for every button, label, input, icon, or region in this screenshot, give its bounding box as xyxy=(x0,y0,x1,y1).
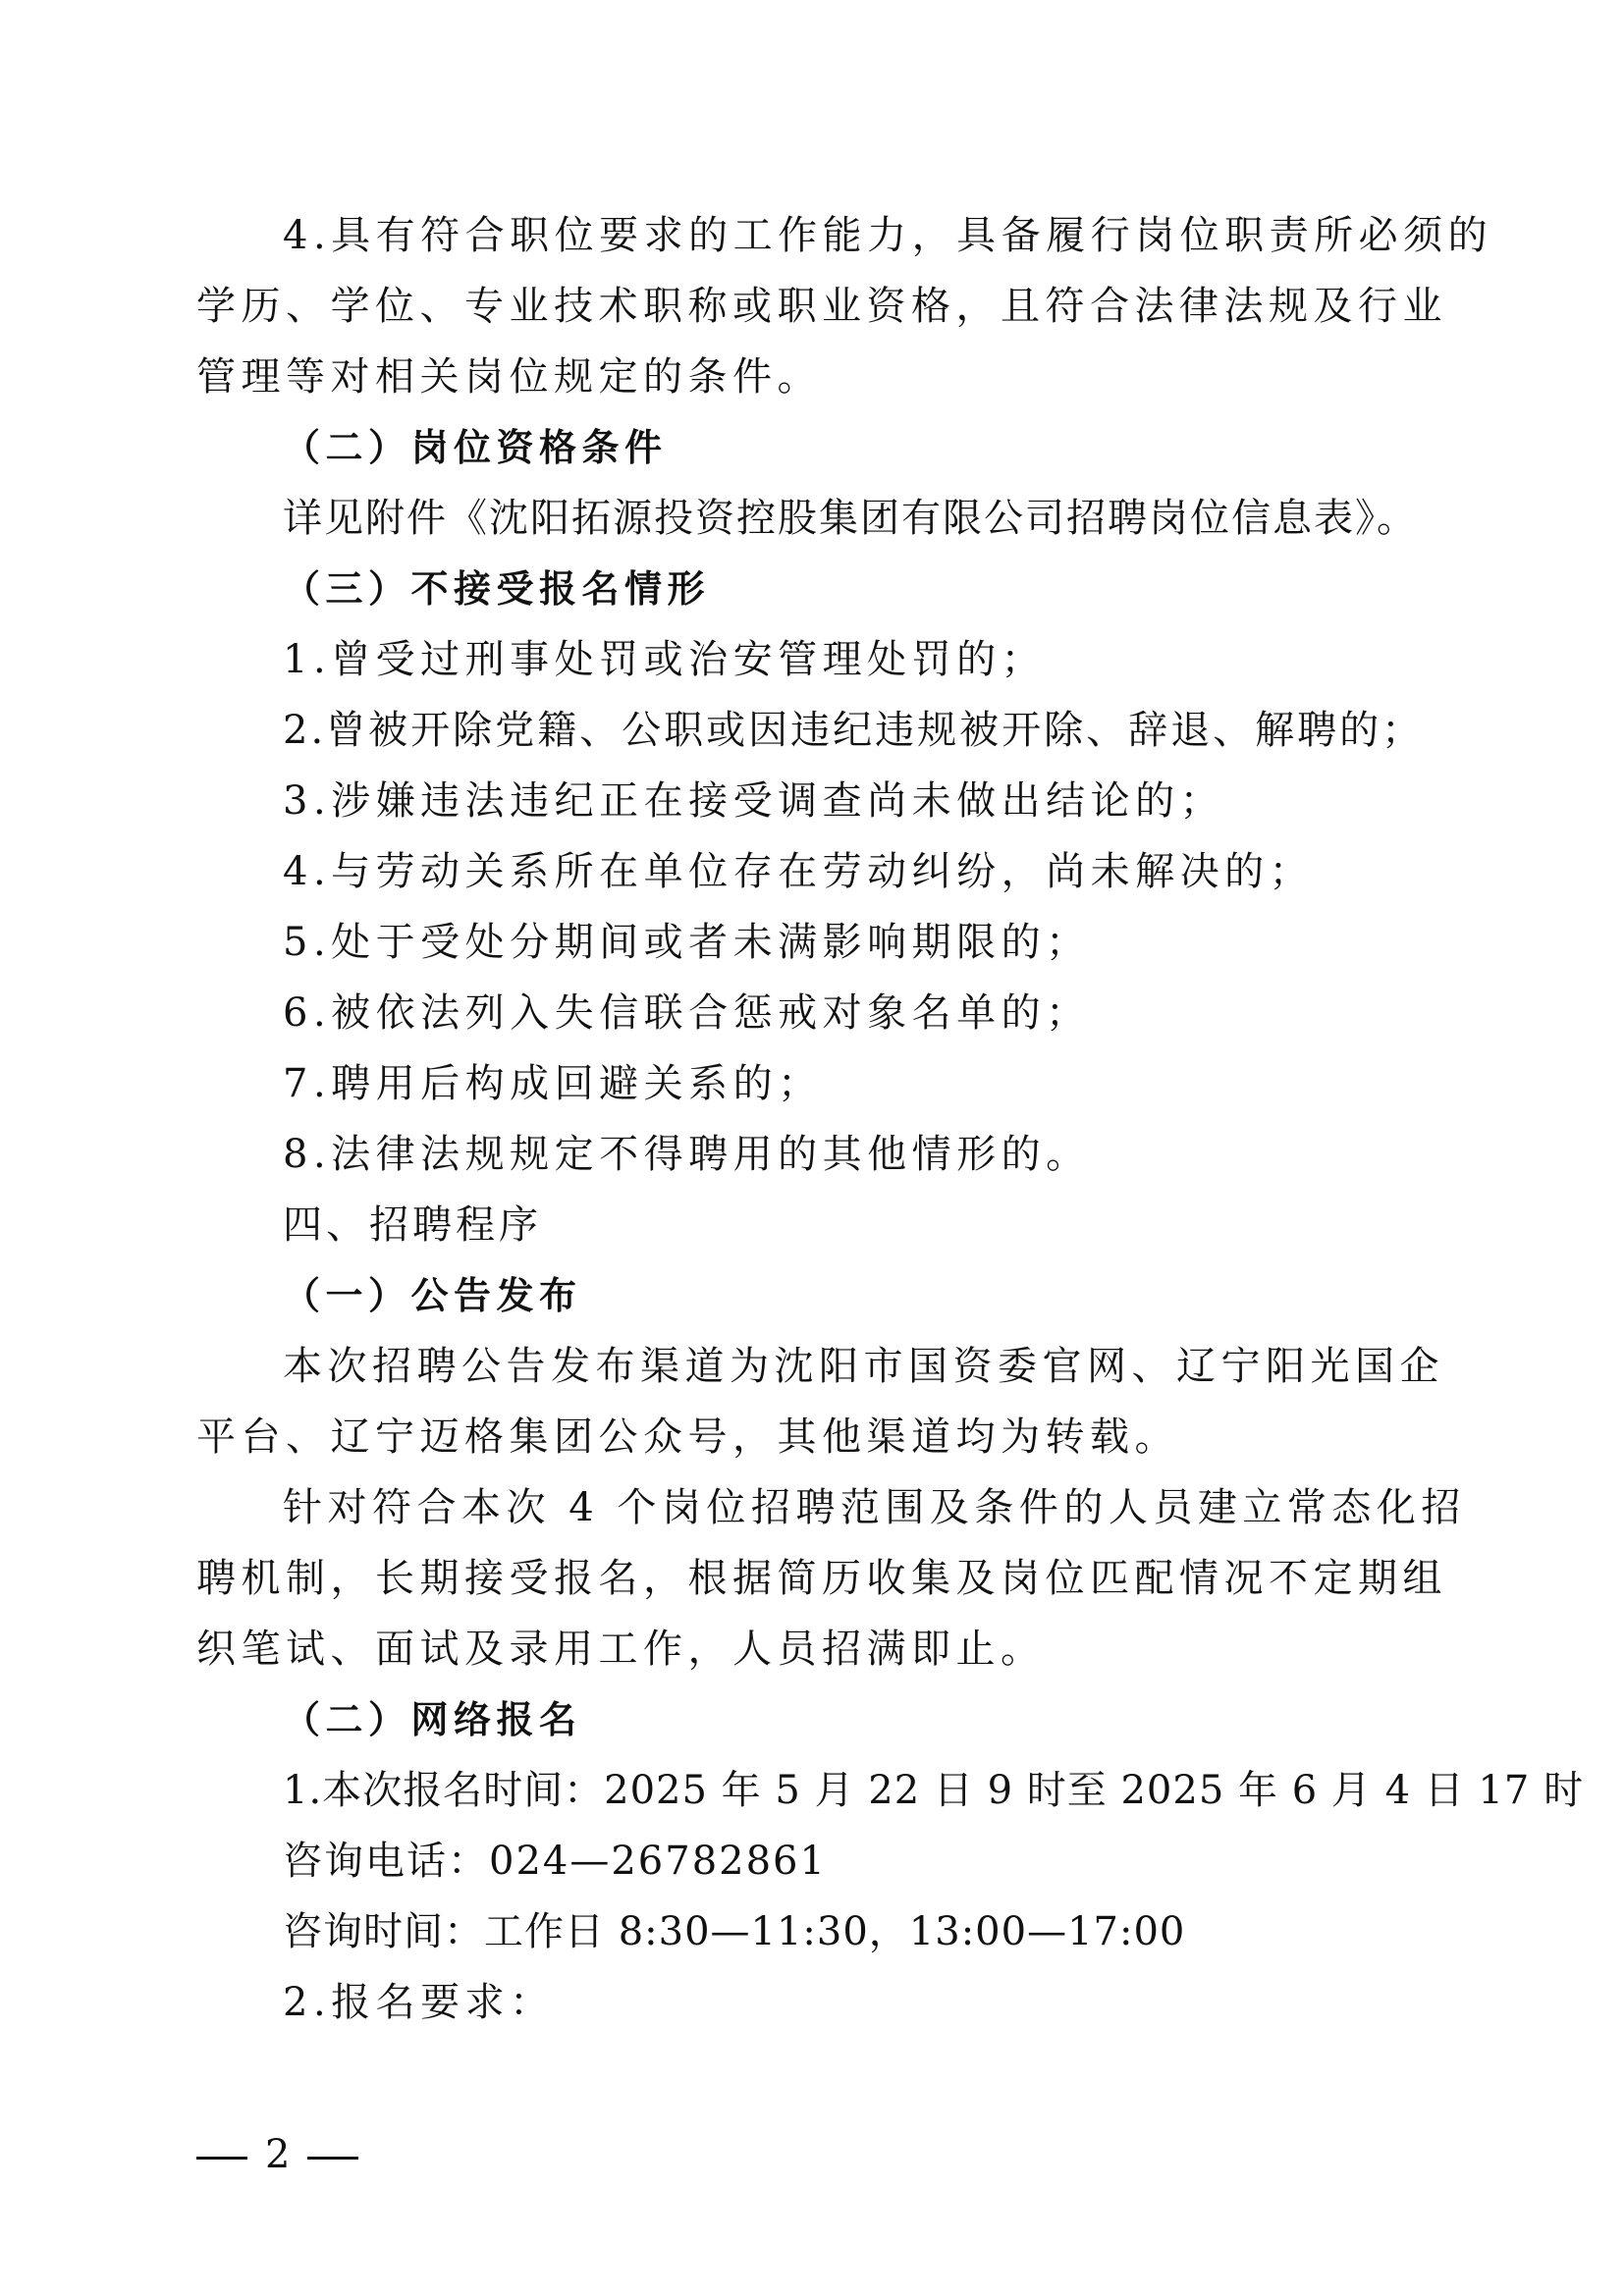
paragraph-line: 聘机制，长期接受报名，根据简历收集及岗位匹配情况不定期组 xyxy=(196,1556,1447,1601)
list-item: 2.曾被开除党籍、公职或因违纪违规被开除、辞退、解聘的； xyxy=(283,708,1425,753)
section-heading: （一）公告发布 xyxy=(283,1274,582,1317)
contact-phone: 咨询电话：024—26782861 xyxy=(283,1839,827,1884)
section-heading: （二）岗位资格条件 xyxy=(283,426,668,469)
paragraph-line: 针对符合本次 4 个岗位招聘范围及条件的人员建立常态化招 xyxy=(283,1485,1466,1530)
paragraph-line: 4.具有符合职位要求的工作能力，具备履行岗位职责所必须的 xyxy=(283,213,1493,258)
paragraph-line: 织笔试、面试及录用工作，人员招满即止。 xyxy=(196,1627,1046,1672)
dash-right xyxy=(307,2157,358,2160)
list-item: 4.与劳动关系所在单位存在劳动纠纷，尚未解决的； xyxy=(283,849,1315,894)
list-item: 5.处于受处分期间或者未满影响期限的； xyxy=(283,920,1091,965)
registration-time: 1.本次报名时间：2025 年 5 月 22 日 9 时至 2025 年 6 月 4 日 17 时 xyxy=(283,1768,1585,1813)
section-heading: （三）不接受报名情形 xyxy=(283,567,711,611)
page-number xyxy=(196,2125,358,2184)
section-heading: （二）网络报名 xyxy=(283,1698,582,1741)
list-item: 6.被依法列入失信联合惩戒对象名单的； xyxy=(283,990,1091,1036)
list-item: 3.涉嫌违法违纪正在接受调查尚未做出结论的； xyxy=(283,778,1225,824)
page-number-value: 2 xyxy=(265,2132,291,2177)
list-item: 7.聘用后构成回避关系的； xyxy=(283,1061,823,1106)
paragraph-line: 平台、辽宁迈格集团公众号，其他渠道均为转载。 xyxy=(196,1415,1179,1460)
dash-left xyxy=(196,2157,247,2160)
chapter-heading: 四、招聘程序 xyxy=(283,1202,542,1248)
paragraph-line: 管理等对相关岗位规定的条件。 xyxy=(196,354,822,400)
contact-hours: 咨询时间：工作日 8:30—11:30，13:00—17:00 xyxy=(283,1909,1186,1954)
paragraph-line: 详见附件《沈阳拓源投资控股集团有限公司招聘岗位信息表》。 xyxy=(283,496,1418,541)
list-item: 8.法律法规规定不得聘用的其他情形的。 xyxy=(283,1132,1091,1177)
list-item: 1.曾受过刑事处罚或治安管理处罚的； xyxy=(283,637,1047,682)
paragraph-line: 学历、学位、专业技术职称或职业资格，且符合法律法规及行业 xyxy=(196,284,1447,329)
paragraph-line: 2.报名要求： xyxy=(283,1980,555,2025)
paragraph-line: 本次招聘公告发布渠道为沈阳市国资委官网、辽宁阳光国企 xyxy=(283,1344,1444,1389)
